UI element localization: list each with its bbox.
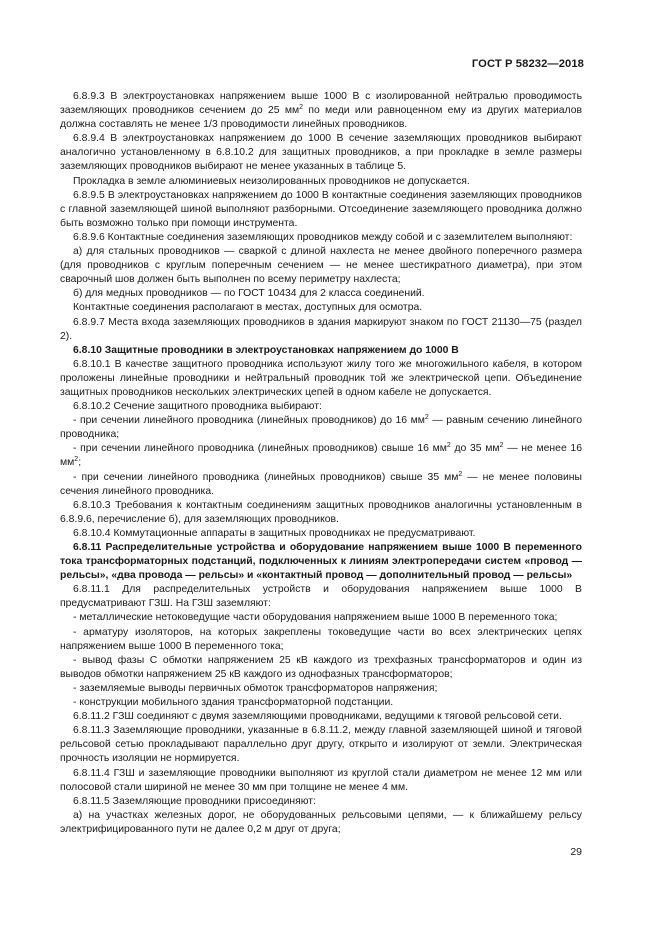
list-item: - заземляемые выводы первичных обмоток трансформаторов напряжения; [73,682,438,694]
section-heading-6-8-10: 6.8.10 Защитные проводники в электроустановках напряжением до 1000 В [73,344,459,356]
paragraph: Прокладка в земле алюминиевых неизолированных проводников не допускается. [73,175,470,187]
paragraph-6-8-9-7: 6.8.9.7 Места входа заземляющих проводников в здания маркируют знаком по ГОСТ 21130—75 (раздел 2). [60,316,582,342]
list-item: - при сечении линейного проводника (линейных проводников) до 16 $мм^2$ — равным сечению линейного проводника; [60,414,582,441]
paragraph-6-8-11-4: 6.8.11.4 ГЗШ и заземляющие проводники выполняют из круглой стали диаметром не менее 12 мм или полосовой стали шириной не менее 30 мм при толщине не менее 4 мм. [60,767,582,793]
paragraph-6-8-10-3: 6.8.10.3 Требования к контактным соединениям защитных проводников аналогичны установленным в 6.8.9.6, перечисление б), для заземляющих проводников. [60,499,582,525]
paragraph-6-8-10-1: 6.8.10.1 В качестве защитного проводника используют жилу того же многожильного кабеля, в котором проложены линейные проводники и нейтральный проводник той же электрической цепи. Объединение защитных проводников нескольких электрических цепей в одном кабеле не допускается. [60,358,582,398]
paragraph-6-8-11-1: 6.8.11.1 Для распределительных устройств и оборудования напряжением выше 1000 В предусматривают ГЗШ. На ГЗШ заземляют: [60,584,582,610]
document-header: ГОСТ Р 58232—2018 [471,58,584,70]
paragraph-6-8-11-2: 6.8.11.2 ГЗШ соединяют с двумя заземляющими проводниками, ведущими к тяговой рельсовой сети. [73,711,562,723]
paragraph-6-8-11-3: 6.8.11.3 Заземляющие проводники, указанные в 6.8.11.2, между главной заземляющей шиной и тяговой рельсовой сетью прокладывают параллельно друг другу, открыто и изолируют от земли. Электрическая прочность изоляции не нормируется. [60,725,582,765]
list-item: а) на участках железных дорог, не оборудованных рельсовыми цепями, — к ближайшему рельсу электрифицированного пути не далее 0,2 м друг от друга; [60,809,582,835]
list-item: б) для медных проводников — по ГОСТ 10434 для 2 класса соединений. [73,288,425,300]
list-item: - арматуру изоляторов, на которых закреплены токоведущие части во всех электрических цепях напряжением выше 1000 В переменного тока; [60,626,582,652]
list-item: - вывод фазы С обмотки напряжением 25 кВ каждого из трехфазных трансформаторов и один из выводов обмотки напряжением 25 кВ каждого из однофазных трансформаторов; [60,654,582,680]
paragraph-6-8-11-5: 6.8.11.5 Заземляющие проводники присоединяют: [73,795,316,807]
list-item: - при сечении линейного проводника (линейных проводников) свыше 35 $мм^2$ — не менее половины сечения линейного проводника. [60,470,582,497]
paragraph-6-8-9-5: 6.8.9.5 В электроустановках напряжением до 1000 В контактные соединения заземляющих проводников с главной заземляющей шиной выполняют разборными. Отсоединение заземляющего проводника должно быть возможно только при помощи инструмента. [60,189,582,229]
paragraph-6-8-9-3: 6.8.9.3 В электроустановках напряжением выше 1000 В с изолированной нейтралью проводимость заземляющих проводников сечением до 25 $мм^2$ по меди или равноценном ему из других материалов должна составлять не менее 1/3 проводимости линейных проводников. [60,91,583,131]
list-item: а) для стальных проводников — сваркой с длиной нахлеста не менее двойного поперечного размера (для проводников с круглым поперечным сечением — не менее шестикратного диаметра), при этом сварочный шов должен быть выполнен по всему периметру нахлеста; [60,246,582,286]
list-item: - при сечении линейного проводника (линейных проводников) свыше 16 $мм^2$ до 35 $мм^2$ — не менее 16 $мм^2$; [60,442,582,469]
document-body [60,90,582,837]
paragraph-6-8-10-4: 6.8.10.4 Коммутационные аппараты в защитных проводниках не предусматривают. [73,527,476,539]
paragraph: Контактные соединения располагают в местах, доступных для осмотра. [73,302,423,314]
list-item: - металлические нетоковедущие части оборудования напряжением выше 1000 В переменного тока; [73,612,558,624]
paragraph-6-8-10-2: 6.8.10.2 Сечение защитного проводника выбирают: [73,401,322,413]
paragraph-6-8-9-4: 6.8.9.4 В электроустановках напряжением до 1000 В сечение заземляющих проводников выбирают аналогично установленному в 6.8.10.2 для защитных проводников, а при прокладке в земле размеры заземляющих проводников выбирают не менее указанных в таблице 5. [60,133,582,173]
page-number: 29 [570,846,582,858]
section-heading-6-8-11: 6.8.11 Распределительные устройства и оборудование напряжением выше 1000 В переменного тока трансформаторных подстанций, подключенных к линиям электропередачи систем «провод — рельсы», «два провода — рельсы» и «контактный провод — дополнительный провод — рельсы» [60,542,582,582]
list-item: - конструкции мобильного здания трансформаторной подстанции. [73,697,394,709]
paragraph-6-8-9-6: 6.8.9.6 Контактные соединения заземляющих проводников между собой и с заземлителем выполняют: [73,231,573,243]
